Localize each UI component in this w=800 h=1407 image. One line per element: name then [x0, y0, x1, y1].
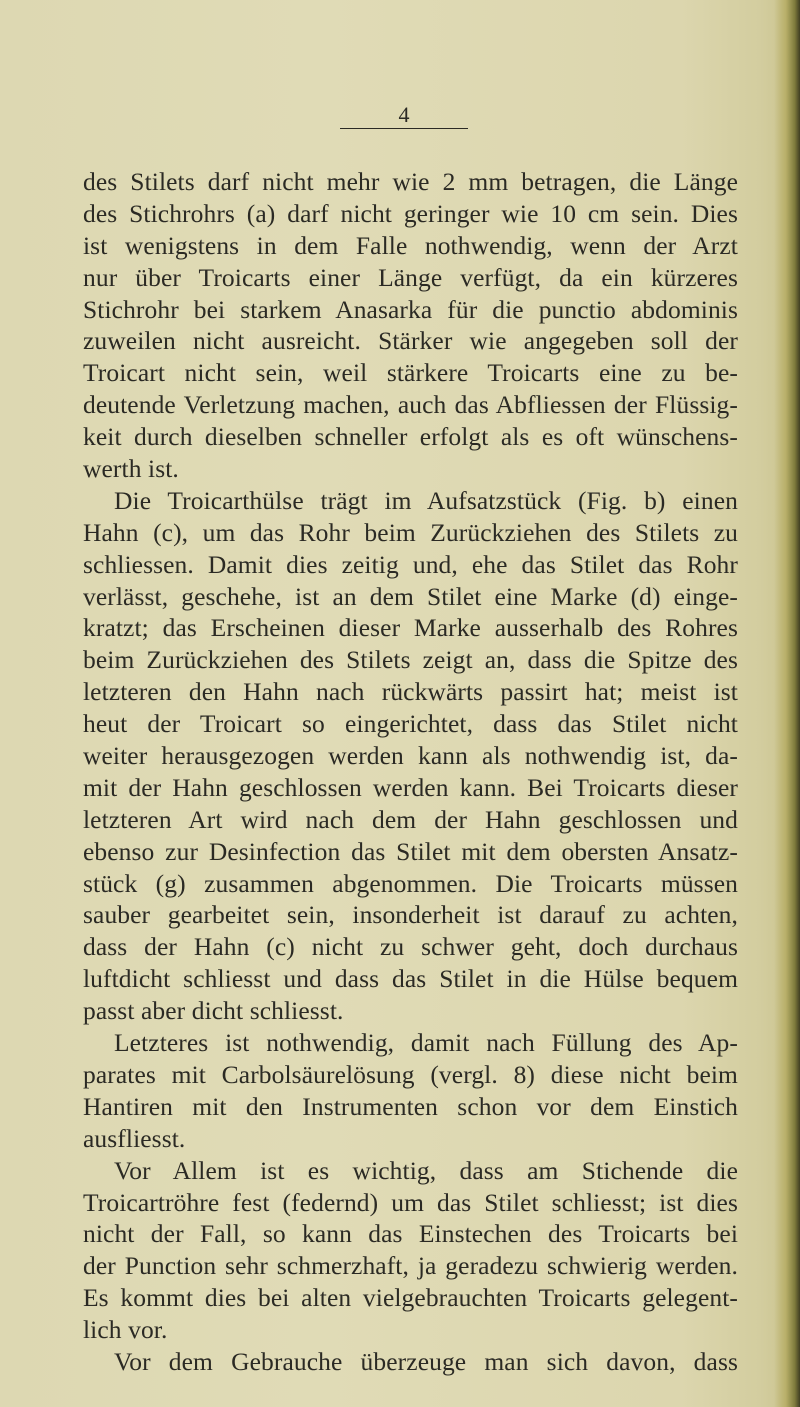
text-line: parates mit Carbolsäurelösung (vergl. 8) diese nicht beim [83, 1059, 738, 1089]
text-line: deutende Verletzung machen, auch das Abfliessen der Flüssig- [83, 390, 738, 420]
text-line: weiter herausgezogen werden kann als nothwendig ist, da- [83, 741, 738, 771]
text-line: letzteren Art wird nach dem der Hahn geschlossen und [83, 804, 738, 834]
text-line: Vor Allem ist es wichtig, dass am Stichende die [114, 1155, 738, 1185]
text-line: Letzteres ist nothwendig, damit nach Füllung des Ap- [114, 1028, 738, 1058]
text-line: verlässt, geschehe, ist an dem Stilet eine Marke (d) einge- [83, 581, 738, 611]
page-edge-shadow [774, 0, 800, 1407]
text-line: mit der Hahn geschlossen werden kann. Bei Troicarts dieser [83, 772, 738, 802]
text-line: nicht der Fall, so kann das Einstechen des Troicarts bei [83, 1219, 738, 1249]
text-line: beim Zurückziehen des Stilets zeigt an, dass die Spitze des [83, 645, 738, 675]
text-line: schliessen. Damit dies zeitig und, ehe das Stilet das Rohr [83, 549, 738, 579]
text-line: nur über Troicarts einer Länge verfügt, da ein kürzeres [83, 262, 738, 292]
text-line: Troicart nicht sein, weil stärkere Troicarts eine zu be- [83, 358, 738, 388]
text-line: Troicartröhre fest (federnd) um das Stilet schliesst; ist dies [83, 1187, 738, 1217]
text-line: Hahn (c), um das Rohr beim Zurückziehen des Stilets zu [83, 517, 738, 547]
text-line: letzteren den Hahn nach rückwärts passirt hat; meist ist [83, 677, 738, 707]
text-line: Die Troicarthülse trägt im Aufsatzstück (Fig. b) einen [114, 485, 738, 515]
text-line: Es kommt dies bei alten vielgebrauchten Troicarts gelegent- [83, 1283, 738, 1313]
text-line: heut der Troicart so eingerichtet, dass das Stilet nicht [83, 709, 738, 739]
text-line: lich vor. [83, 1315, 168, 1345]
text-line: dass der Hahn (c) nicht zu schwer geht, doch durchaus [83, 932, 738, 962]
text-line: des Stilets darf nicht mehr wie 2 mm betragen, die Länge [83, 167, 738, 196]
text-line: kratzt; das Erscheinen dieser Marke ausserhalb des Rohres [83, 613, 738, 643]
text-line: ist wenigstens in dem Falle nothwendig, wenn der Arzt [83, 230, 738, 260]
text-line: Hantiren mit den Instrumenten schon vor dem Einstich [83, 1091, 738, 1121]
text-line: der Punction sehr schmerzhaft, ja geradezu schwierig werden. [83, 1251, 738, 1281]
text-line: keit durch dieselben schneller erfolgt als es oft wünschens- [83, 422, 738, 452]
text-line: werth ist. [83, 454, 179, 484]
text-line: sauber gearbeitet sein, insonderheit ist darauf zu achten, [83, 900, 738, 930]
text-line: zuweilen nicht ausreicht. Stärker wie angegeben soll der [83, 326, 738, 356]
text-line: ausfliesst. [83, 1123, 186, 1153]
text-line: des Stichrohrs (a) darf nicht geringer wie 10 cm sein. Dies [83, 198, 738, 228]
text-line: passt aber dicht schliesst. [83, 996, 344, 1026]
text-line: Stichrohr bei starkem Anasarka für die punctio abdominis [83, 294, 738, 324]
page-number: 4 [340, 104, 468, 129]
text-line: Vor dem Gebrauche überzeuge man sich davon, dass [114, 1346, 738, 1376]
body-text [83, 166, 738, 1378]
text-line: ebenso zur Desinfection das Stilet mit dem obersten Ansatz- [83, 836, 738, 866]
text-line: luftdicht schliesst und dass das Stilet in die Hülse bequem [83, 964, 738, 994]
text-line: stück (g) zusammen abgenommen. Die Troicarts müssen [83, 868, 738, 898]
